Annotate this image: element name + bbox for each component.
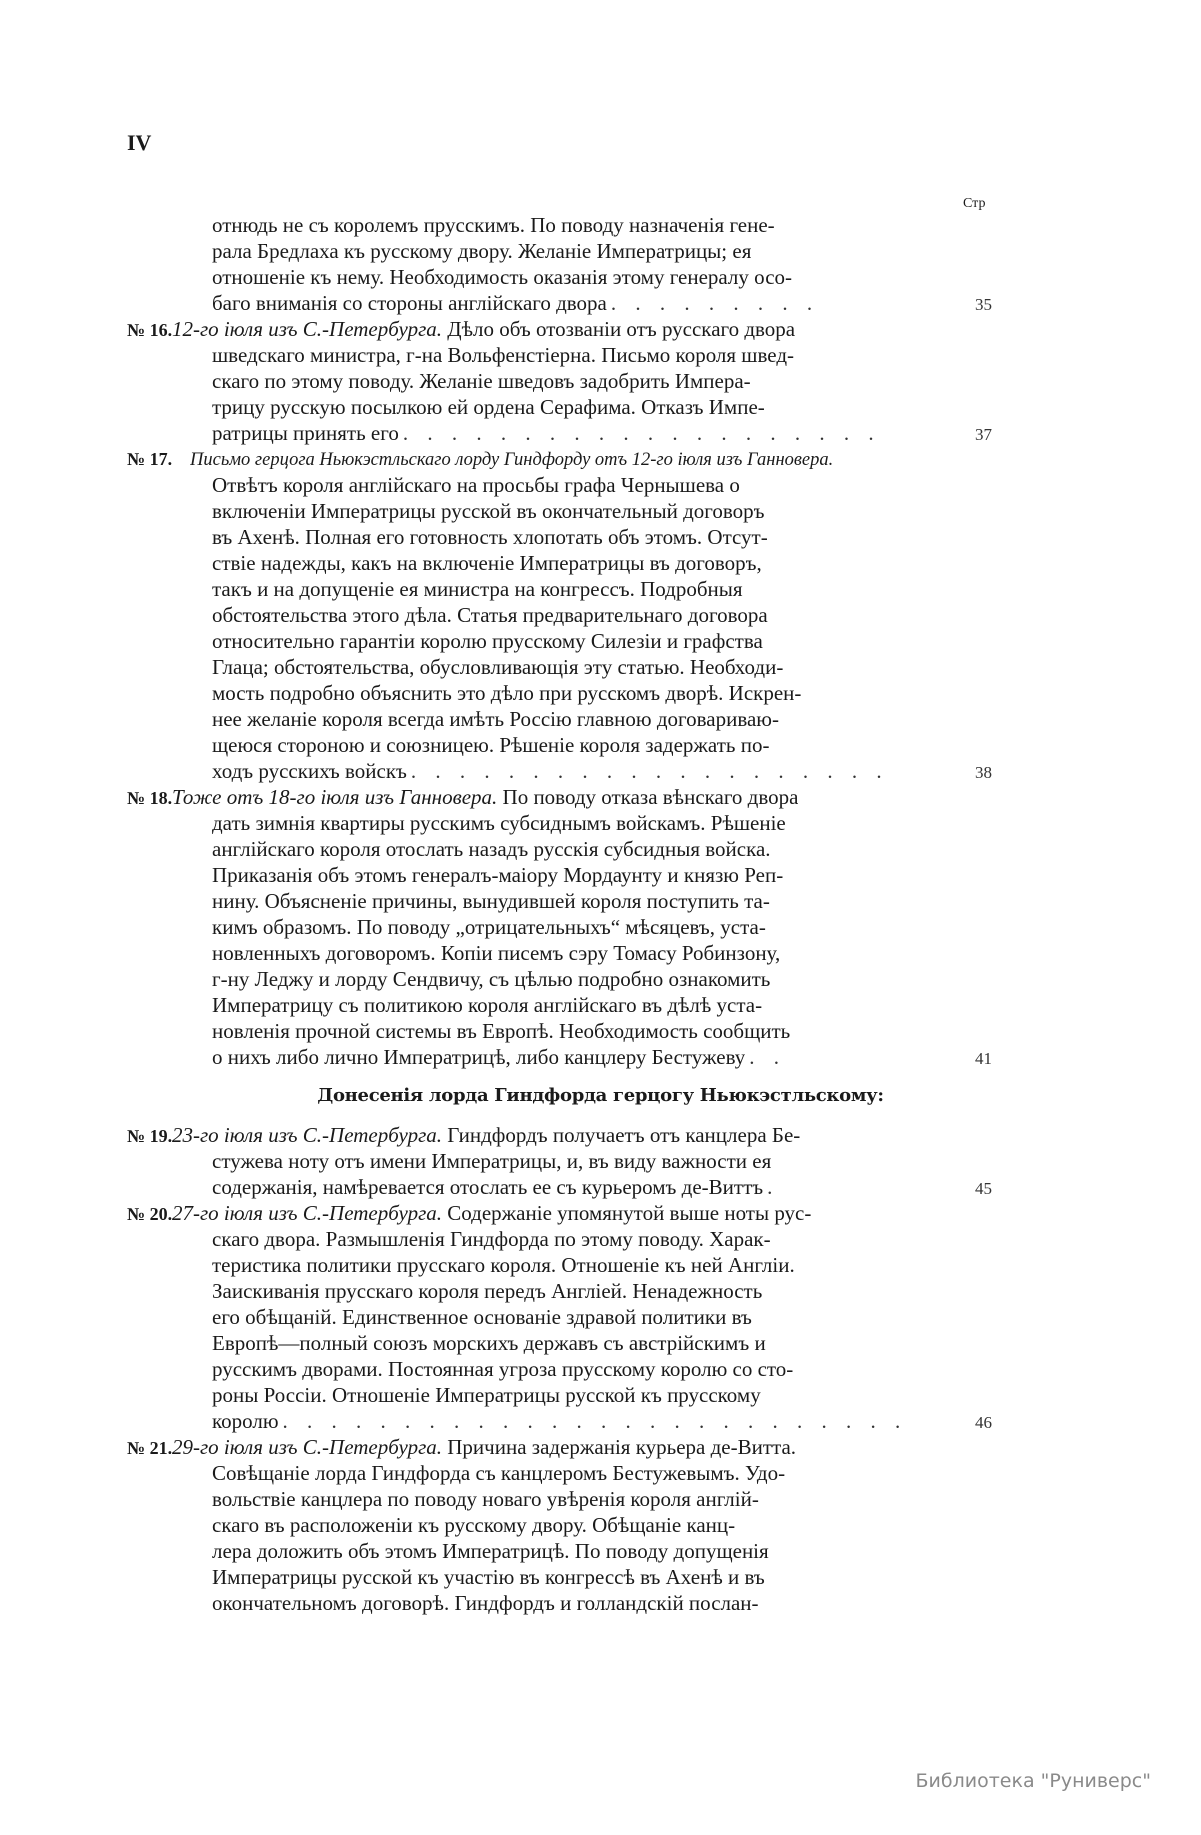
entry-text: Императрицы русской къ участію въ конгрессѣ въ Ахенѣ и въ <box>212 1565 765 1589</box>
entry-text: г-ну Леджу и лорду Сендвичу, съ цѣлью подробно ознакомить <box>212 967 771 991</box>
entry-text: баго вниманія со стороны англійскаго двора <box>212 291 607 315</box>
entry-row <box>0 1018 1201 1044</box>
entry-row <box>0 238 1201 264</box>
entry-title: Письмо герцога Ньюкэстльскаго лорду Гиндфорду отъ 12-го іюля изъ Ганновера. <box>190 450 834 470</box>
library-watermark: Библиотека "Руниверс" <box>915 1770 1151 1792</box>
entry-text: Заискиванія прусскаго короля передъ Англіей. Ненадежность <box>212 1279 763 1303</box>
entry-line <box>212 1174 967 1200</box>
entry-row <box>0 1356 1201 1382</box>
entry-text: Глаца; обстоятельства, обусловливающія эту статью. Необходи- <box>212 655 784 679</box>
entry-row <box>0 394 1201 420</box>
entry-row <box>0 1252 1201 1278</box>
entry-line <box>212 1044 967 1070</box>
entry-row <box>0 1304 1201 1330</box>
entry-line <box>212 342 967 368</box>
entry-text: дать зимнія квартиры русскимъ субсиднымъ войскамъ. Рѣшеніе <box>212 811 786 835</box>
entry-title-row <box>0 446 1201 472</box>
entry-text: Дѣло объ отозваніи отъ русскаго двора <box>442 317 796 341</box>
entry-line <box>212 550 967 576</box>
entry-text: скаго двора. Размышленія Гиндфорда по этому поводу. Харак- <box>212 1227 771 1251</box>
entry-row <box>0 524 1201 550</box>
entry-text: новленныхъ договоромъ. Копіи писемъ сэру Томасу Робинзону, <box>212 941 781 965</box>
entry-line <box>212 914 967 940</box>
entry-row <box>0 1200 1201 1226</box>
entry-line <box>212 1278 967 1304</box>
entry-line <box>212 394 967 420</box>
entry-row <box>0 836 1201 862</box>
entry-line <box>212 1382 967 1408</box>
entry-line <box>212 1304 967 1330</box>
entry-line <box>212 1356 967 1382</box>
table-of-contents <box>0 212 1201 1616</box>
entry-row <box>0 1382 1201 1408</box>
entry-number: № 19. <box>127 1126 173 1146</box>
entry-text: нину. Объясненіе причины, вынудившей короля поступить та- <box>212 889 770 913</box>
entry-row <box>0 1512 1201 1538</box>
entry-text: нее желаніе короля всегда имѣть Россію главною договариваю- <box>212 707 779 731</box>
entry-text: роны Россіи. Отношеніе Императрицы русской къ прусскому <box>212 1383 761 1407</box>
entry-line <box>212 758 967 784</box>
leader-dots: . . . . . . . . . . . . . . . . . . . . . . . . . . <box>282 1409 908 1433</box>
leader-dots: . <box>767 1175 780 1199</box>
entry-line <box>212 732 967 758</box>
entry-line <box>212 654 967 680</box>
page-reference: 41 <box>975 1049 992 1068</box>
entry-text: содержанія, намѣревается отослать ее съ курьеромъ де-Виттъ <box>212 1175 764 1199</box>
page-number: IV <box>127 130 152 155</box>
leader-dots: . . . . . . . . . . . . . . . . . . . . <box>410 759 889 783</box>
entry-text: щеюся стороною и союзницею. Рѣшеніе короля задержать по- <box>212 733 770 757</box>
entry-line <box>212 680 967 706</box>
entry-text: Европѣ—полный союзъ морскихъ державъ съ австрійскимъ и <box>212 1331 766 1355</box>
entry-text: рала Бредлаха къ русскому двору. Желаніе Императрицы; ея <box>212 239 752 263</box>
entry-row <box>0 1408 1201 1434</box>
entry-text: обстоятельства этого дѣла. Статья предварительнаго договора <box>212 603 768 627</box>
entry-text: ратрицы принять его <box>212 421 399 445</box>
entry-row <box>0 1564 1201 1590</box>
entry-text: Отвѣтъ короля англійскаго на просьбы графа Чернышева о <box>212 473 740 497</box>
entry-line <box>212 1590 967 1616</box>
entry-line <box>212 836 967 862</box>
entry-title: 23-го іюля изъ С.-Петербурга. <box>172 1123 443 1147</box>
entry-line <box>212 212 967 238</box>
entries-group <box>0 212 1201 1070</box>
page-reference: 38 <box>975 763 992 782</box>
entry-text: мость подробно объяснить это дѣло при русскомъ дворѣ. Искрен- <box>212 681 802 705</box>
entry-row <box>0 1174 1201 1200</box>
entry-line <box>212 368 967 394</box>
entry-text: ходъ русскихъ войскъ <box>212 759 407 783</box>
entry-title: 12-го іюля изъ С.-Петербурга. <box>172 317 443 341</box>
entry-line <box>212 966 967 992</box>
entry-line <box>212 1330 967 1356</box>
entry-row <box>0 602 1201 628</box>
entry-line <box>212 1226 967 1252</box>
entry-text: относительно гарантіи королю прусскому Силезіи и графства <box>212 629 763 653</box>
entry-line <box>172 1200 967 1226</box>
entry-line <box>212 1486 967 1512</box>
entry-line <box>212 1018 967 1044</box>
entry-line <box>212 602 967 628</box>
entry-line <box>212 420 967 446</box>
entry-row <box>0 966 1201 992</box>
entry-number: № 21. <box>127 1438 173 1458</box>
entry-line <box>212 1148 967 1174</box>
entry-number: № 17. <box>127 449 173 469</box>
entry-text: кимъ образомъ. По поводу „отрицательныхъ“ мѣсяцевъ, уста- <box>212 915 766 939</box>
entry-text: отношеніе къ нему. Необходимость оказанія этому генералу осо- <box>212 265 793 289</box>
entry-row <box>0 264 1201 290</box>
entry-line <box>212 264 967 290</box>
entry-text: Содержаніе упомянутой выше ноты рус- <box>442 1201 812 1225</box>
entry-text: теристика политики прусскаго короля. Отношеніе къ ней Англіи. <box>212 1253 795 1277</box>
entry-text: въ Ахенѣ. Полная его готовность хлопотать объ этомъ. Отсут- <box>212 525 768 549</box>
entry-row <box>0 1330 1201 1356</box>
entry-line <box>190 447 990 473</box>
entry-row <box>0 1044 1201 1070</box>
entry-row <box>0 1122 1201 1148</box>
entry-row <box>0 862 1201 888</box>
entry-text: скаго по этому поводу. Желаніе шведовъ задобрить Импера- <box>212 369 751 393</box>
entry-row <box>0 290 1201 316</box>
entry-title: 27-го іюля изъ С.-Петербурга. <box>172 1201 443 1225</box>
entry-row <box>0 810 1201 836</box>
entry-line <box>212 628 967 654</box>
entry-number: № 16. <box>127 320 173 340</box>
entry-text: англійскаго короля отослать назадъ русскія субсидныя войска. <box>212 837 771 861</box>
entry-row <box>0 1486 1201 1512</box>
entry-line <box>212 1460 967 1486</box>
entry-text: отнюдь не съ королемъ прусскимъ. По поводу назначенія гене- <box>212 213 775 237</box>
entry-text: его обѣщаній. Единственное основаніе здравой политики въ <box>212 1305 752 1329</box>
entry-text: вольствіе канцлера по поводу новаго увѣренія короля англій- <box>212 1487 759 1511</box>
entry-text: лера доложить объ этомъ Императрицѣ. По поводу допущенія <box>212 1539 769 1563</box>
entry-row <box>0 654 1201 680</box>
entry-line <box>212 290 967 316</box>
entry-line <box>212 940 967 966</box>
entry-row <box>0 212 1201 238</box>
entry-line <box>212 576 967 602</box>
section-heading: Донесенія лорда Гиндфорда герцогу Ньюкэстльскому: <box>317 1085 884 1106</box>
entries-group <box>0 1122 1201 1616</box>
entry-text: Приказанія объ этомъ генералъ-маіору Мордаунту и князю Реп- <box>212 863 784 887</box>
entry-row <box>0 914 1201 940</box>
entry-row <box>0 1148 1201 1174</box>
entry-line <box>172 1122 967 1148</box>
entry-line <box>212 1512 967 1538</box>
page-reference: 35 <box>975 295 992 314</box>
entry-line <box>212 810 967 836</box>
entry-row <box>0 1590 1201 1616</box>
entry-text: новленія прочной системы въ Европѣ. Необходимость сообщить <box>212 1019 791 1043</box>
leader-dots: . . . . . . . . . <box>610 291 820 315</box>
entry-line <box>212 992 967 1018</box>
entry-row <box>0 1538 1201 1564</box>
entry-row <box>0 498 1201 524</box>
entry-text: шведскаго министра, г-на Вольфенстіерна. Письмо короля швед- <box>212 343 794 367</box>
entry-line <box>212 1408 967 1434</box>
entry-text: о нихъ либо лично Императрицѣ, либо канцлеру Бестужеву <box>212 1045 746 1069</box>
entry-row <box>0 550 1201 576</box>
entry-row <box>0 888 1201 914</box>
entry-text: такъ и на допущеніе ея министра на конгрессъ. Подробныя <box>212 577 743 601</box>
entry-text: стужева ноту отъ имени Императрицы, и, въ виду важности ея <box>212 1149 772 1173</box>
page-column-header: Стр <box>963 196 986 211</box>
leader-dots: . . . . . . . . . . . . . . . . . . . . <box>402 421 881 445</box>
entry-number: № 18. <box>127 788 173 808</box>
entry-text: Причина задержанія курьера де-Витта. <box>442 1435 797 1459</box>
page-reference: 37 <box>975 425 992 444</box>
leader-dots: . . <box>749 1045 787 1069</box>
page-reference: 45 <box>975 1179 992 1198</box>
entry-row <box>0 576 1201 602</box>
entry-row <box>0 940 1201 966</box>
entry-row <box>0 784 1201 810</box>
entry-row <box>0 1278 1201 1304</box>
entry-row <box>0 420 1201 446</box>
entry-line <box>212 1538 967 1564</box>
entry-line <box>212 498 967 524</box>
entry-text: Императрицу съ политикою короля англійскаго въ дѣлѣ уста- <box>212 993 763 1017</box>
entry-text: Совѣщаніе лорда Гиндфорда съ канцлеромъ Бестужевымъ. Удо- <box>212 1461 786 1485</box>
entry-row <box>0 732 1201 758</box>
entry-row <box>0 342 1201 368</box>
entry-line <box>172 1434 967 1460</box>
entry-line <box>172 784 967 810</box>
entry-text: окончательномъ договорѣ. Гиндфордъ и голландскій послан- <box>212 1591 759 1615</box>
entry-line <box>212 472 967 498</box>
entry-text: включеніи Императрицы русской въ окончательный договоръ <box>212 499 765 523</box>
entry-row <box>0 758 1201 784</box>
entry-row <box>0 368 1201 394</box>
entry-row <box>0 1460 1201 1486</box>
entry-title: Тоже отъ 18-го іюля изъ Ганновера. <box>172 785 498 809</box>
entry-row <box>0 628 1201 654</box>
entry-line <box>212 524 967 550</box>
entry-title: 29-го іюля изъ С.-Петербурга. <box>172 1435 443 1459</box>
entry-line <box>172 316 967 342</box>
entry-text: По поводу отказа вѣнскаго двора <box>497 785 799 809</box>
entry-line <box>212 888 967 914</box>
entry-line <box>212 706 967 732</box>
entry-row <box>0 706 1201 732</box>
entry-number: № 20. <box>127 1204 173 1224</box>
entry-text: королю <box>212 1409 279 1433</box>
entry-line <box>212 1252 967 1278</box>
page-reference: 46 <box>975 1413 992 1432</box>
entry-line <box>212 238 967 264</box>
entry-text: трицу русскую посылкою ей ордена Серафима. Отказъ Импе- <box>212 395 765 419</box>
entry-text: русскимъ дворами. Постоянная угроза прусскому королю со сто- <box>212 1357 794 1381</box>
entry-row <box>0 1226 1201 1252</box>
entry-row <box>0 992 1201 1018</box>
entry-row <box>0 316 1201 342</box>
entry-text: скаго въ расположеніи къ русскому двору. Обѣщаніе канц- <box>212 1513 736 1537</box>
entry-line <box>212 862 967 888</box>
entry-text: Гиндфордъ получаетъ отъ канцлера Бе- <box>442 1123 801 1147</box>
entry-row <box>0 1434 1201 1460</box>
entry-row <box>0 680 1201 706</box>
entry-row <box>0 472 1201 498</box>
entry-text: ствіе надежды, какъ на включеніе Императрицы въ договоръ, <box>212 551 762 575</box>
entry-line <box>212 1564 967 1590</box>
